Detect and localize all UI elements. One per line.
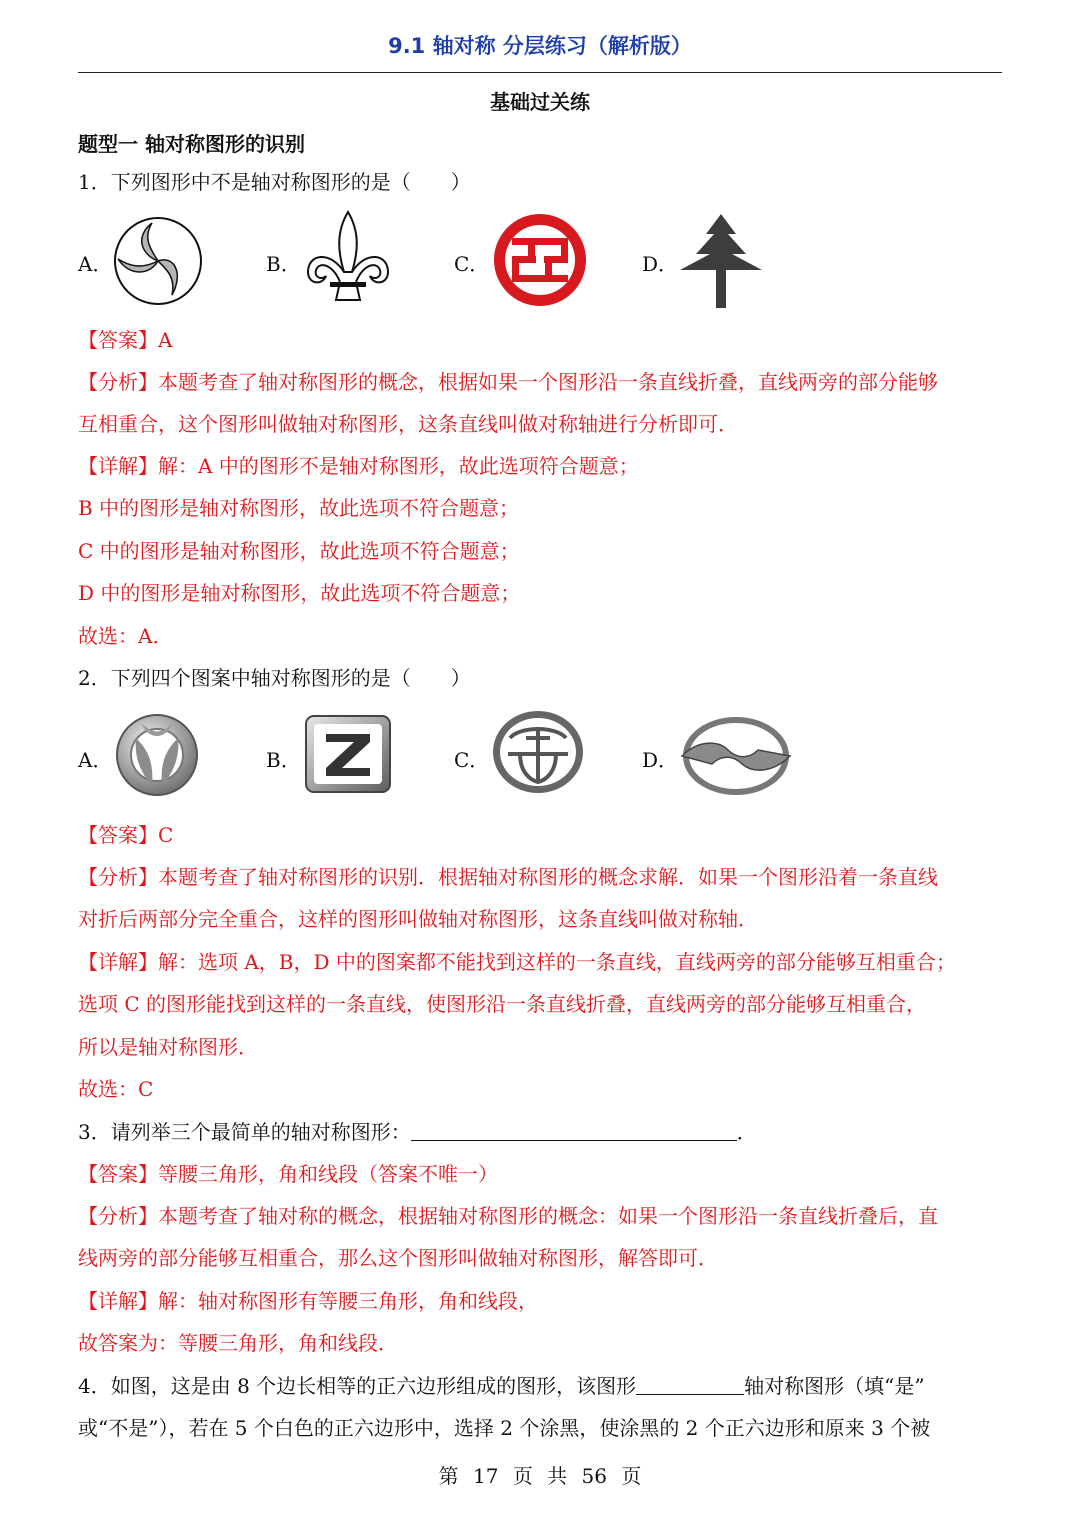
car-logo-a-icon bbox=[114, 710, 200, 800]
header-divider bbox=[78, 72, 1002, 73]
q2-option-b-label: B． bbox=[266, 748, 301, 772]
footer-page-number: 17 bbox=[473, 1464, 499, 1488]
q3-detail-line-1: 【详解】解：轴对称图形有等腰三角形，角和线段， bbox=[78, 1289, 538, 1313]
car-logo-b-icon bbox=[304, 714, 392, 794]
section-title: 基础过关练 bbox=[490, 90, 590, 114]
q1-answer: 【答案】A bbox=[78, 328, 173, 352]
q3-detail-line-2: 故答案为：等腰三角形，角和线段． bbox=[78, 1331, 398, 1355]
footer-total-pages: 56 bbox=[581, 1464, 607, 1488]
q1-analysis-line-1: 【分析】本题考查了轴对称图形的概念，根据如果一个图形沿一条直线折叠，直线两旁的部分能够 bbox=[78, 370, 938, 394]
q2-options bbox=[78, 706, 1002, 806]
q3-analysis-line-2: 线两旁的部分能够互相重合，那么这个图形叫做轴对称图形，解答即可． bbox=[78, 1246, 718, 1270]
q1-detail-line-4: D 中的图形是轴对称图形，故此选项不符合题意； bbox=[78, 581, 521, 605]
footer-word-ye: 页 bbox=[512, 1464, 533, 1488]
q3-analysis-line-1: 【分析】本题考查了轴对称的概念，根据轴对称图形的概念：如果一个图形沿一条直线折叠后，直 bbox=[78, 1204, 938, 1228]
q4-stem-line-1 bbox=[78, 1372, 1002, 1400]
q2-detail-line-2: 选项 C 的图形能找到这样的一条直线，使图形沿一条直线折叠，直线两旁的部分能够互相重合， bbox=[78, 992, 927, 1016]
q2-detail-line-1: 【详解】解：选项 A，B，D 中的图案都不能找到这样的一条直线，直线两旁的部分能够互相重合； bbox=[78, 950, 956, 974]
q2-option-d-label: D． bbox=[642, 748, 679, 772]
fleur-de-lis-icon bbox=[300, 210, 396, 310]
q2-option-a-label: A． bbox=[78, 748, 113, 772]
q2-analysis-line-1: 【分析】本题考查了轴对称图形的识别．根据轴对称图形的概念求解．如果一个图形沿着一条直线 bbox=[78, 865, 938, 889]
q3-answer-blank bbox=[411, 1120, 737, 1141]
q4-answer-blank bbox=[636, 1374, 744, 1395]
footer-word-ye-2: 页 bbox=[621, 1464, 642, 1488]
q1-detail-line-1: 【详解】解：A 中的图形不是轴对称图形，故此选项符合题意； bbox=[78, 454, 639, 478]
car-logo-d-icon bbox=[678, 710, 794, 800]
q3-answer: 【答案】等腰三角形，角和线段（答案不唯一） bbox=[78, 1162, 498, 1186]
footer-word-gong: 共 bbox=[547, 1464, 568, 1488]
q2-choice: 故选：C bbox=[78, 1077, 154, 1101]
q1-detail-line-3: C 中的图形是轴对称图形，故此选项不符合题意； bbox=[78, 539, 520, 563]
q1-analysis-line-2: 互相重合，这个图形叫做轴对称图形，这条直线叫做对称轴进行分析即可． bbox=[78, 412, 738, 436]
document-header-title: 9.1 轴对称 分层练习（解析版） bbox=[388, 34, 692, 58]
q2-answer: 【答案】C bbox=[78, 823, 174, 847]
q1-stem: 1．下列图形中不是轴对称图形的是（ ） bbox=[78, 170, 471, 194]
q1-option-a-label: A． bbox=[78, 252, 113, 276]
bank-logo-icon bbox=[488, 212, 592, 308]
q2-option-c-label: C． bbox=[454, 748, 490, 772]
q1-choice: 故选：A． bbox=[78, 624, 173, 648]
q1-option-b-label: B． bbox=[266, 252, 301, 276]
q1-option-d-label: D． bbox=[642, 252, 679, 276]
footer-word-di: 第 bbox=[438, 1464, 459, 1488]
swirl-triskelion-icon bbox=[112, 215, 204, 307]
q1-options bbox=[78, 210, 1002, 310]
q3-stem-text: 3．请列举三个最简单的轴对称图形： bbox=[78, 1120, 411, 1144]
page-footer bbox=[0, 1460, 1080, 1489]
car-logo-c-icon bbox=[490, 708, 586, 796]
q4-stem-line-2: 或“不是”），若在 5 个白色的正六边形中，选择 2 个涂黑，使涂黑的 2 个正六边形和原来 3 个被 bbox=[78, 1416, 931, 1440]
q2-detail-line-3: 所以是轴对称图形． bbox=[78, 1035, 258, 1059]
q1-detail-line-2: B 中的图形是轴对称图形，故此选项不符合题意； bbox=[78, 496, 520, 520]
question-type-title: 题型一 轴对称图形的识别 bbox=[78, 132, 305, 156]
tree-icon bbox=[676, 212, 766, 308]
q4-stem-text-2: 轴对称图形（填“是” bbox=[744, 1374, 925, 1398]
q2-analysis-line-2: 对折后两部分完全重合，这样的图形叫做轴对称图形，这条直线叫做对称轴． bbox=[78, 907, 758, 931]
q2-stem: 2．下列四个图案中轴对称图形的是（ ） bbox=[78, 666, 471, 690]
q1-option-c-label: C． bbox=[454, 252, 490, 276]
q3-stem-end: ． bbox=[736, 1120, 757, 1144]
q4-stem-text-1: 4．如图，这是由 8 个边长相等的正六边形组成的图形，该图形 bbox=[78, 1374, 637, 1398]
q3-stem bbox=[78, 1118, 1002, 1146]
